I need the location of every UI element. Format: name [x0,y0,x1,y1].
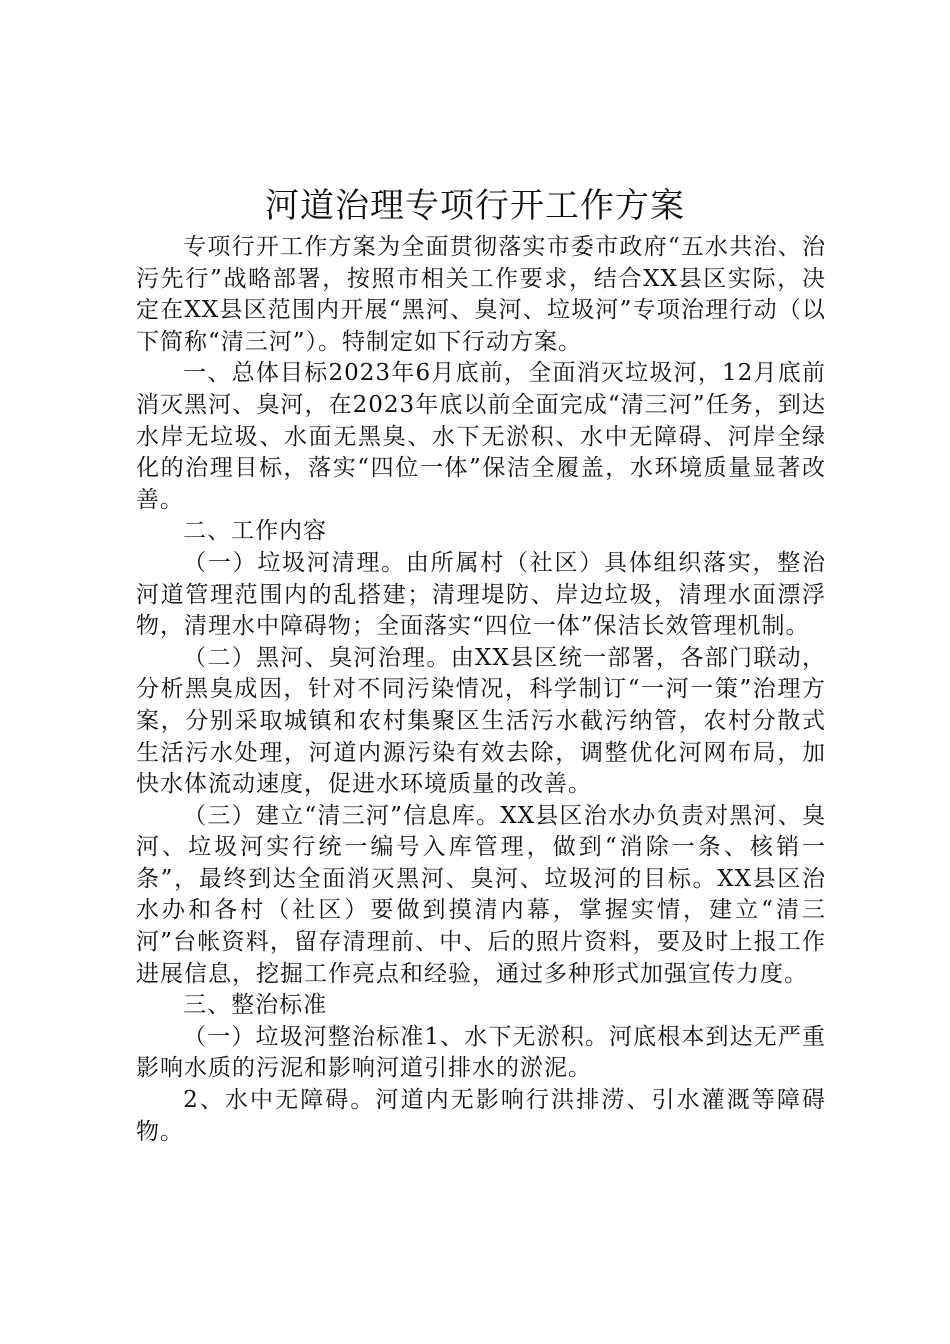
paragraph-overall-goal: 一、总体目标2023年6月底前，全面消灭垃圾河，12月底前消灭黑河、臭河，在2023年底以前全面完成“清三河”任务，到达水岸无垃圾、水面无黑臭、水下无淤积、水中无障碍、河岸全绿化的治理目标，落实“四位一体”保洁全履盖，水环境质量显著改善。 [136,360,826,513]
paragraph-black-smelly-river-treatment: （二）黑河、臭河治理。由XX县区统一部署，各部门联动，分析黑臭成因，针对不同污染情况，科学制订“一河一策”治理方案，分别采取城镇和农村集聚区生活污水截污纳管，农村分散式生活污水处理，河道内源污染有效去除，调整优化河网布局，加快水体流动速度，促进水环境质量的改善。 [136,644,826,798]
paragraph-garbage-river-cleanup: （一）垃圾河清理。由所属村（社区）具体组织落实，整治河道管理范围内的乱搭建；清理堤防、岸边垃圾，清理水面漂浮物，清理水中障碍物；全面落实“四位一体”保洁长效管理机制。 [136,549,826,640]
heading-standards: 三、整治标准 [183,992,328,1019]
document-body [136,232,826,1148]
paragraph-standard-1: （一）垃圾河整治标准1、水下无淤积。河底根本到达无严重影响水质的污泥和影响河道引排水的淤泥。 [136,1023,826,1082]
document-title: 河道治理专项行开工作方案 [265,186,685,226]
paragraph-standard-2: 2、水中无障碍。河道内无影响行洪排涝、引水灌溉等障碍物。 [136,1087,826,1145]
paragraph-intro: 专项行开工作方案为全面贯彻落实市委市政府“五水共治、治污先行”战略部署，按照市相关工作要求，结合XX县区实际，决定在XX县区范围内开展“黑河、臭河、垃圾河”专项治理行动（以下简称“清三河”）。特制定如下行动方案。 [136,234,826,355]
paragraph-information-database: （三）建立“清三河”信息库。XX县区治水办负责对黑河、臭河、垃圾河实行统一编号入库管理，做到“消除一条、核销一条”，最终到达全面消灭黑河、臭河、垃圾河的目标。XX县区治水办和各村（社区）要做到摸清内幕，掌握实情，建立“清三河”台帐资料，留存清理前、中、后的照片资料，要及时上报工作进展信息，挖掘工作亮点和经验，通过多种形式加强宣传力度。 [136,802,826,987]
heading-work-content: 二、工作内容 [183,518,328,545]
